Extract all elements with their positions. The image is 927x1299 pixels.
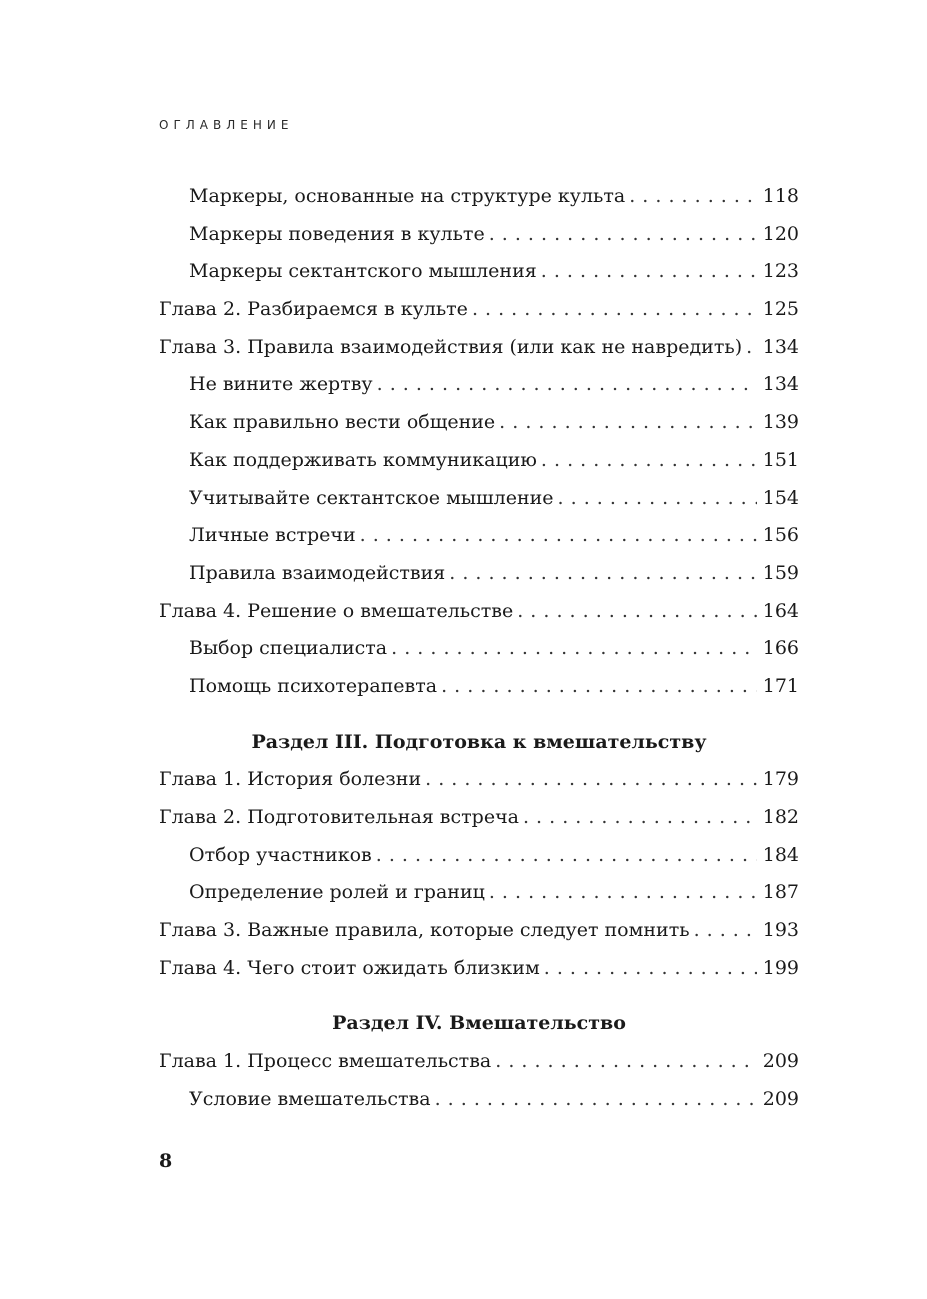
toc-entry-title: Учитывайте сектантское мышление bbox=[189, 486, 554, 509]
section-heading-4: Раздел IV. Вмешательство bbox=[332, 1012, 626, 1035]
toc-entry-title: Глава 4. Чего стоит ожидать близким bbox=[159, 956, 540, 979]
toc-entry-title: Отбор участников bbox=[189, 843, 372, 866]
toc-entry-page: 139 bbox=[762, 411, 799, 434]
toc-entry-page: 166 bbox=[762, 637, 799, 660]
section-heading-3: Раздел III. Подготовка к вмешательству bbox=[251, 730, 707, 753]
toc-entry bbox=[159, 178, 799, 216]
page-number: 8 bbox=[159, 1150, 173, 1172]
toc-entry-page: 159 bbox=[762, 561, 799, 584]
toc-entry-title: Личные встречи bbox=[189, 524, 356, 547]
toc-entry-page: 156 bbox=[762, 524, 799, 547]
toc-entry-title: Маркеры поведения в культе bbox=[189, 222, 485, 245]
toc-entry-page: 125 bbox=[762, 298, 799, 321]
toc-entry bbox=[159, 593, 799, 631]
dot-leader bbox=[694, 912, 757, 950]
toc-entry-page: 209 bbox=[762, 1087, 799, 1110]
dot-leader bbox=[541, 253, 757, 291]
toc-entry-title: Маркеры сектантского мышления bbox=[189, 260, 537, 283]
toc-entry-title: Правила взаимодействия bbox=[189, 561, 446, 584]
toc-entry-page: 182 bbox=[762, 806, 799, 828]
toc-entry-page: 164 bbox=[762, 599, 799, 622]
dot-leader bbox=[425, 761, 757, 799]
dot-leader bbox=[544, 950, 757, 988]
toc-entry-title: Определение ролей и границ bbox=[189, 881, 485, 904]
toc-entry-page: 134 bbox=[762, 373, 799, 396]
toc-entry-title: Условие вмешательства bbox=[189, 1087, 431, 1110]
toc-entry-title: Выбор специалиста bbox=[189, 637, 388, 660]
dot-leader bbox=[489, 216, 757, 254]
toc-group-continued bbox=[159, 178, 799, 706]
toc-entry-page: 179 bbox=[762, 768, 799, 791]
toc-entry-title: Маркеры, основанные на структуре культа bbox=[189, 185, 626, 207]
dot-leader bbox=[558, 480, 757, 518]
toc-entry-title: Помощь психотерапевта bbox=[189, 674, 438, 697]
toc-entry-page: 151 bbox=[762, 448, 799, 471]
dot-leader bbox=[376, 837, 757, 875]
toc-entry-page: 184 bbox=[762, 843, 799, 866]
dot-leader bbox=[449, 555, 757, 593]
toc-entry-title: Глава 1. Процесс вмешательства bbox=[159, 1050, 492, 1073]
toc-entry bbox=[159, 668, 799, 706]
dot-leader bbox=[441, 668, 757, 706]
toc-entry-page: 199 bbox=[762, 956, 799, 979]
toc-group-section-3 bbox=[159, 761, 799, 987]
toc-entry-title: Глава 3. Правила взаимодействия (или как не навредить) bbox=[159, 335, 743, 358]
toc-entry-page: 154 bbox=[762, 486, 799, 509]
dot-leader bbox=[499, 404, 757, 442]
toc-entry bbox=[159, 216, 799, 254]
toc-entry bbox=[159, 761, 799, 799]
toc-entry bbox=[159, 253, 799, 291]
dot-leader bbox=[541, 442, 757, 480]
toc-entry bbox=[159, 366, 799, 404]
toc-entry bbox=[159, 630, 799, 668]
toc-entry-title: Как правильно вести общение bbox=[189, 411, 496, 434]
dot-leader bbox=[360, 517, 757, 555]
section-spacer bbox=[159, 987, 799, 1005]
toc-entry-title: Глава 1. История болезни bbox=[159, 768, 422, 791]
dot-leader bbox=[629, 178, 757, 216]
dot-leader bbox=[435, 1081, 757, 1119]
toc-entry-page: 134 bbox=[762, 335, 799, 358]
toc-entry-page: 171 bbox=[762, 674, 799, 697]
toc-entry bbox=[159, 291, 799, 329]
toc-entry bbox=[159, 329, 799, 367]
toc-entry bbox=[159, 1081, 799, 1119]
toc-entry bbox=[159, 555, 799, 593]
toc-group-section-4 bbox=[159, 1043, 799, 1118]
dot-leader bbox=[472, 291, 757, 329]
toc-entry-page: 120 bbox=[762, 222, 799, 245]
toc-entry bbox=[159, 480, 799, 518]
table-of-contents bbox=[159, 178, 799, 1119]
toc-entry-page: 118 bbox=[762, 185, 799, 207]
toc-entry-title: Глава 4. Решение о вмешательстве bbox=[159, 599, 514, 622]
toc-entry bbox=[159, 837, 799, 875]
running-head: ОГЛАВЛЕНИЕ bbox=[159, 118, 294, 132]
toc-entry-page: 209 bbox=[762, 1050, 799, 1073]
dot-leader bbox=[523, 799, 757, 837]
toc-entry bbox=[159, 1043, 799, 1081]
toc-entry bbox=[159, 404, 799, 442]
dot-leader bbox=[377, 366, 757, 404]
toc-entry bbox=[159, 799, 799, 837]
dot-leader bbox=[746, 329, 757, 367]
dot-leader bbox=[489, 874, 757, 912]
toc-entry bbox=[159, 442, 799, 480]
toc-entry bbox=[159, 874, 799, 912]
toc-entry bbox=[159, 950, 799, 988]
toc-entry-page: 193 bbox=[762, 919, 799, 942]
toc-entry-title: Не вините жертву bbox=[189, 373, 373, 396]
toc-entry bbox=[159, 517, 799, 555]
dot-leader bbox=[517, 593, 757, 631]
toc-entry-title: Глава 3. Важные правила, которые следует помнить bbox=[159, 919, 690, 942]
dot-leader bbox=[495, 1043, 757, 1081]
section-spacer bbox=[159, 706, 799, 724]
toc-entry-title: Как поддерживать коммуникацию bbox=[189, 448, 537, 471]
toc-entry-page: 123 bbox=[762, 260, 799, 283]
toc-entry-page: 187 bbox=[762, 881, 799, 904]
toc-entry-title: Глава 2. Разбираемся в культе bbox=[159, 298, 468, 321]
dot-leader bbox=[391, 630, 757, 668]
toc-entry bbox=[159, 912, 799, 950]
toc-entry-title: Глава 2. Подготовительная встреча bbox=[159, 806, 519, 828]
